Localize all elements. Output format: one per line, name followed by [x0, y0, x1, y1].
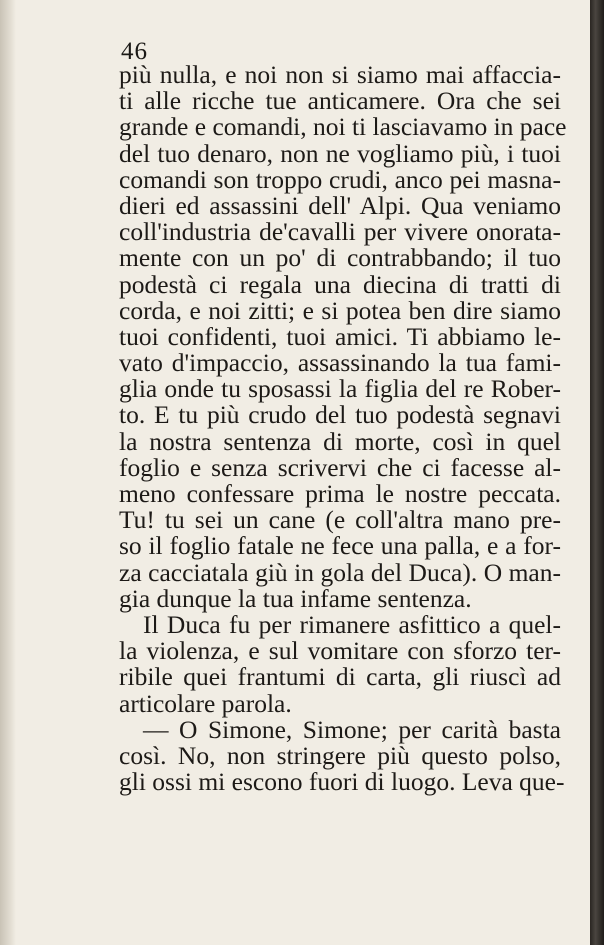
paragraph-start-line: Il Duca fu per rimanere asfittico a quel- — [143, 609, 561, 639]
text-line: ti alle ricche tue anticamere. Ora che sei — [119, 86, 561, 116]
page-edge-shadow — [590, 0, 604, 945]
text-line: del tuo denaro, non ne vogliamo più, i tuoi — [119, 138, 561, 168]
text-line: corda, e noi zitti; e si potea ben dire siamo — [119, 295, 561, 325]
text-line: gia dunque la tua infame sentenza. — [119, 583, 472, 613]
page-binding-shadow — [0, 0, 16, 945]
paragraph-start-line: — O Simone, Simone; per carità basta — [143, 714, 561, 744]
text-line: glia onde tu sposassi la figlia del re Rober- — [119, 374, 561, 404]
text-line: ribile quei frantumi di carta, gli riuscì ad — [119, 662, 561, 692]
text-line: così. No, non stringere più questo polso, — [119, 740, 561, 770]
text-line: gli ossi mi escono fuori di luogo. Leva que- — [119, 767, 565, 797]
text-line: meno confessare prima le nostre peccata. — [119, 479, 561, 508]
page-number: 46 — [121, 38, 148, 65]
text-line: la nostra sentenza di morte, così in quel — [119, 426, 561, 456]
text-line: la violenza, e sul vomitare con sforzo ter- — [119, 636, 561, 666]
text-line: Tu! tu sei un cane (e coll'altra mano pre- — [119, 505, 561, 535]
text-line: foglio e senza scrivervi che ci facesse al- — [119, 452, 561, 482]
text-line: coll'industria de'cavalli per vivere onorata- — [119, 217, 561, 247]
text-line: za cacciatala giù in gola del Duca). O man- — [119, 557, 561, 587]
body-text — [119, 60, 567, 797]
text-line: vato d'impaccio, assassinando la tua fami- — [119, 348, 561, 378]
text-line: dieri ed assassini dell' Alpi. Qua veniamo — [119, 190, 561, 220]
text-line: podestà ci regala una diecina di tratti di — [119, 269, 561, 299]
text-line: tuoi confidenti, tuoi amici. Ti abbiamo le- — [119, 321, 561, 351]
text-line: mente con un po' di contrabbando; il tuo — [119, 243, 561, 273]
text-line: articolare parola. — [119, 688, 292, 718]
text-line: più nulla, e noi non si siamo mai affaccia- — [119, 60, 561, 89]
text-line: so il foglio fatale ne fece una palla, e a for- — [119, 531, 561, 561]
text-line: to. E tu più crudo del tuo podestà segnavi — [119, 400, 561, 430]
text-line: comandi son troppo crudi, anco pei masna- — [119, 164, 561, 194]
text-line: grande e comandi, noi ti lasciavamo in pace — [119, 112, 567, 142]
